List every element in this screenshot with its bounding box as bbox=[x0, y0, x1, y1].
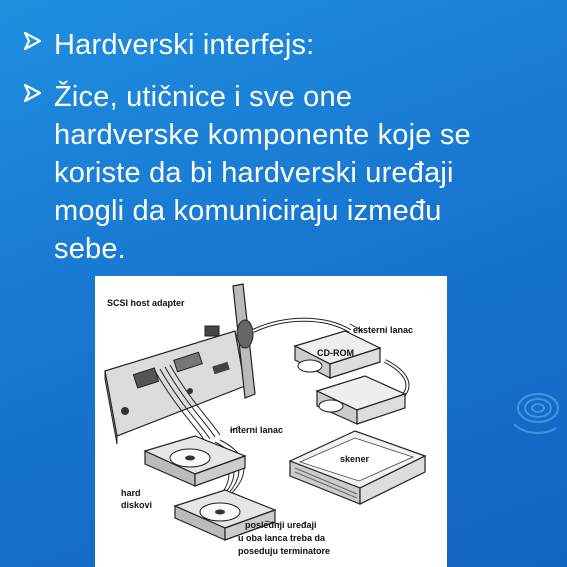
bullet-item-1 bbox=[22, 26, 314, 64]
bullet-text-1: Hardverski interfejs: bbox=[54, 29, 315, 61]
arrow-bullet-icon bbox=[22, 78, 44, 108]
bullet-line: mogli da komuniciraju između bbox=[54, 195, 442, 227]
bullet-line: hardverske komponente koje se bbox=[54, 119, 471, 151]
scsi-diagram bbox=[95, 276, 447, 567]
label-scsi-host-adapter: SCSI host adapter bbox=[107, 298, 185, 308]
label-eksterni-lanac: eksterni lanac bbox=[353, 325, 414, 335]
external-drive bbox=[317, 376, 405, 424]
label-interni-lanac: interni lanac bbox=[230, 425, 284, 435]
bullet-text-2 bbox=[54, 78, 524, 268]
bullet-line: Žice, utičnice i sve one bbox=[54, 81, 353, 113]
label-hard: hard bbox=[121, 488, 141, 498]
label-cd-rom: CD-ROM bbox=[317, 348, 354, 358]
scsi-card-illustration bbox=[105, 284, 255, 444]
bullet-line: koriste da bi hardverski uređaji bbox=[54, 157, 454, 189]
scanner bbox=[290, 431, 425, 504]
label-diskovi: diskovi bbox=[121, 500, 153, 510]
bullet-item-2 bbox=[22, 78, 524, 268]
label-note-line-3: poseduju terminatore bbox=[238, 546, 331, 556]
label-note-line-1: poslednji uređaji bbox=[245, 520, 317, 530]
label-note-line-2: u oba lanca treba da bbox=[238, 533, 326, 543]
swirl-decoration-icon bbox=[504, 382, 560, 442]
arrow-bullet-icon bbox=[22, 26, 44, 56]
label-skener: skener bbox=[340, 454, 370, 464]
scsi-diagram-figure bbox=[95, 276, 447, 567]
bullet-line: sebe. bbox=[54, 233, 126, 265]
hard-disk-1 bbox=[145, 436, 245, 486]
